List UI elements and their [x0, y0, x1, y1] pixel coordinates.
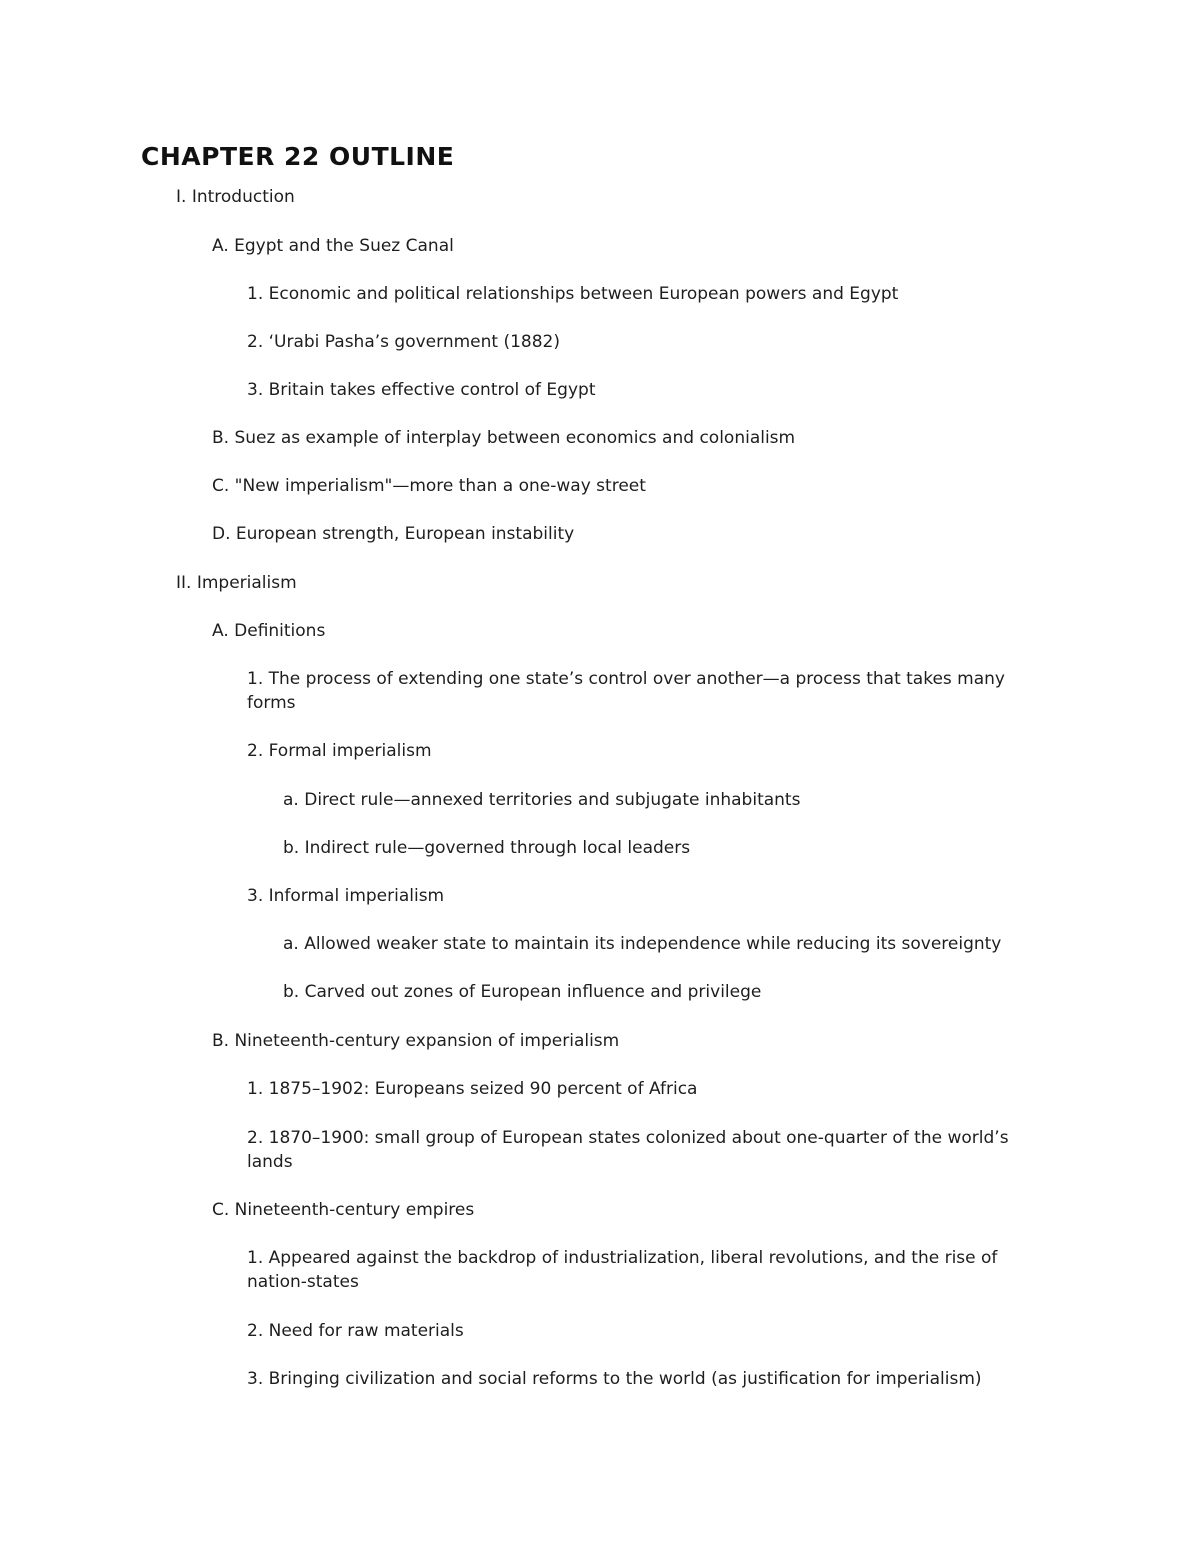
outline-item-2a2: 2. Formal imperialism — [247, 741, 432, 761]
outline-item-1a3: 3. Britain takes effective control of Egypt — [247, 380, 596, 400]
outline-item-2a3: 3. Informal imperialism — [247, 886, 445, 906]
outline-item-1a2: 2. ‘Urabi Pasha’s government (1882) — [247, 332, 560, 352]
outline-section-1: I. Introduction — [176, 187, 295, 207]
outline-item-1d: D. European strength, European instability — [212, 524, 575, 544]
outline-item-2a3a: a. Allowed weaker state to maintain its independence while reducing its sovereignty — [283, 934, 1002, 954]
outline-item-2b2: 2. 1870–1900: small group of European states colonized about one-quarter of the world’s lands — [247, 1128, 1009, 1172]
outline-item-2c: C. Nineteenth-century empires — [212, 1200, 475, 1220]
outline-item-2a3b: b. Carved out zones of European influence and privilege — [283, 982, 762, 1002]
page-title: CHAPTER 22 OUTLINE — [141, 142, 455, 171]
outline-section-2: II. Imperialism — [176, 573, 297, 593]
outline-item-1c: C. "New imperialism"—more than a one-way street — [212, 476, 646, 496]
outline-item-2b: B. Nineteenth-century expansion of imperialism — [212, 1031, 620, 1051]
outline-item-2c1: 1. Appeared against the backdrop of industrialization, liberal revolutions, and the rise of nation-states — [247, 1248, 998, 1292]
outline-item-1a1: 1. Economic and political relationships between European powers and Egypt — [247, 284, 899, 304]
outline-item-2c3: 3. Bringing civilization and social reforms to the world (as justification for imperialism) — [247, 1369, 982, 1389]
outline-item-2a2b: b. Indirect rule—governed through local leaders — [283, 838, 691, 858]
outline-item-2a1: 1. The process of extending one state’s control over another—a process that takes many forms — [247, 669, 1005, 713]
outline-item-2b1: 1. 1875–1902: Europeans seized 90 percent of Africa — [247, 1079, 698, 1099]
outline-item-2c2: 2. Need for raw materials — [247, 1321, 464, 1341]
outline-item-1a: A. Egypt and the Suez Canal — [212, 236, 454, 256]
outline-item-1b: B. Suez as example of interplay between economics and colonialism — [212, 428, 796, 448]
outline-item-2a2a: a. Direct rule—annexed territories and subjugate inhabitants — [283, 790, 801, 810]
outline-item-2a: A. Definitions — [212, 621, 326, 641]
